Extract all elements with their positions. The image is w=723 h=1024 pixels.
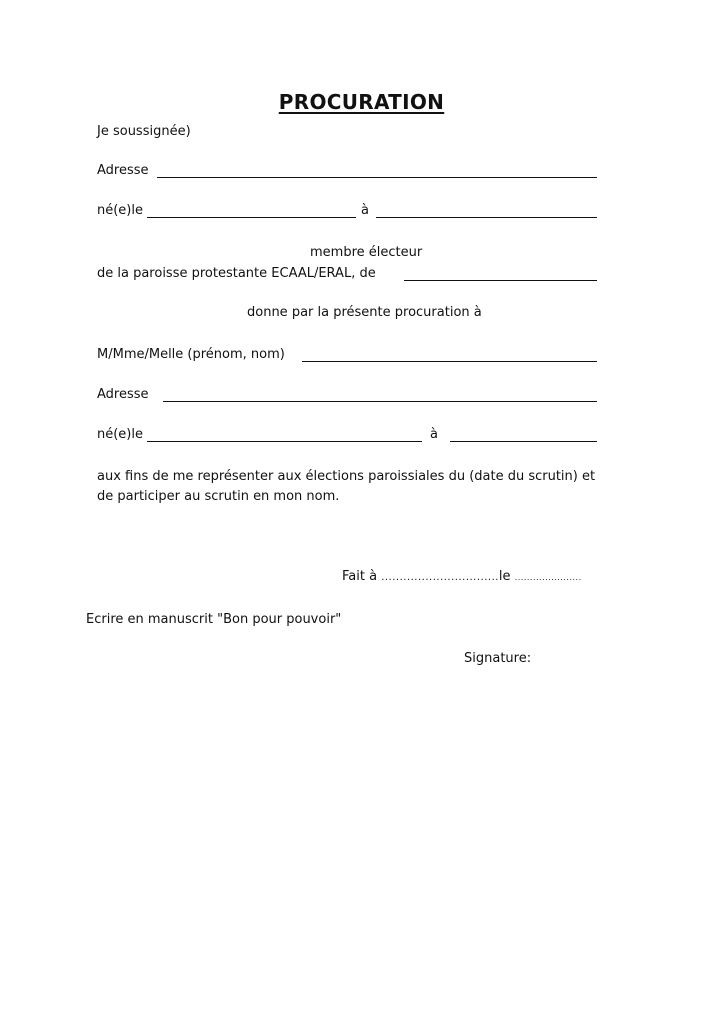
purpose-line-2: de participer au scrutin en mon nom. <box>97 489 340 504</box>
born1-label: né(e)le <box>97 203 143 218</box>
parish-field[interactable] <box>404 280 597 281</box>
born1-date-field[interactable] <box>147 217 356 218</box>
proxy-name-field[interactable] <box>302 361 597 362</box>
address1-field[interactable] <box>157 177 597 178</box>
born2-place-field[interactable] <box>450 441 597 442</box>
born1-at-label: à <box>361 203 369 218</box>
done-at-field[interactable]: ................................ <box>381 572 499 583</box>
proxy-label: M/Mme/Melle (prénom, nom) <box>97 347 285 362</box>
signature-label: Signature: <box>464 651 532 666</box>
intro-text: Je soussignée) <box>97 124 191 139</box>
born2-date-field[interactable] <box>147 441 422 442</box>
done-at-row <box>342 569 582 586</box>
gives-text: donne par la présente procuration à <box>247 305 482 320</box>
address2-field[interactable] <box>163 401 597 402</box>
date-field[interactable]: ...................... <box>514 573 582 582</box>
born2-at-label: à <box>430 427 438 442</box>
member-line-1: membre électeur <box>310 245 423 260</box>
address2-label: Adresse <box>97 387 149 402</box>
handwritten-note: Ecrire en manuscrit "Bon pour pouvoir" <box>86 612 342 627</box>
member-line-2: de la paroisse protestante ECAAL/ERAL, de <box>97 266 376 281</box>
date-label: le <box>498 569 511 584</box>
done-at-label: Fait à <box>342 569 378 584</box>
signature-area[interactable] <box>464 672 664 752</box>
born2-label: né(e)le <box>97 427 143 442</box>
purpose-line-1: aux fins de me représenter aux élections paroissiales du (date du scrutin) et <box>97 469 596 484</box>
born1-place-field[interactable] <box>376 217 597 218</box>
page-title: PROCURATION <box>278 90 445 114</box>
address1-label: Adresse <box>97 163 149 178</box>
